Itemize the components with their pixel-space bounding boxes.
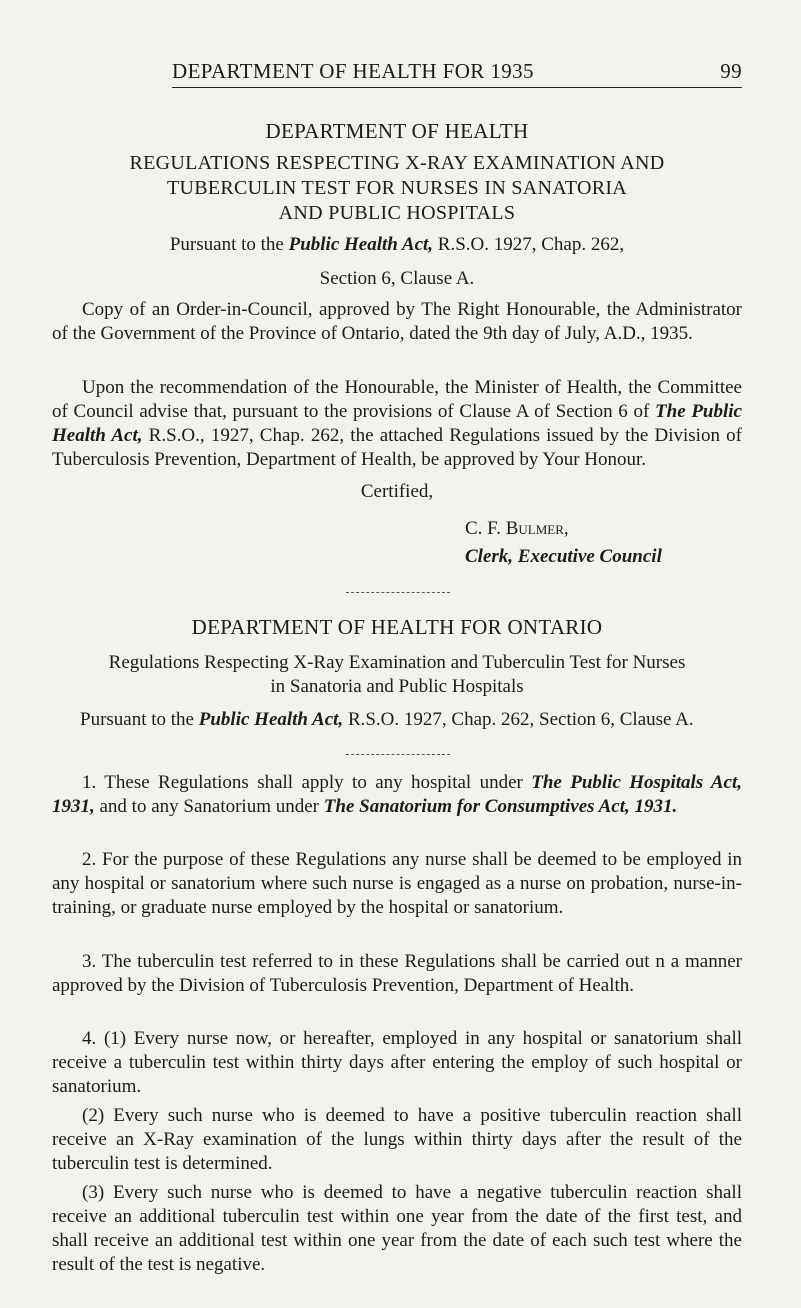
regulation-4-1 [52, 1027, 742, 1099]
regulation-2 [52, 848, 742, 920]
regulation-1-pre: 1. These Regulations shall apply to any hospital under [82, 772, 532, 793]
running-head [172, 58, 742, 88]
regulation-4-3-text: (3) Every such nurse who is deemed to have a negative tuberculin reaction shall receive an additional tuberculin test within one year from the date of the first test, and shall receive an additional test within one year from the date of each such test where the result of the test is negative. [52, 1182, 742, 1275]
act-name: The Public Health Act, [52, 401, 742, 446]
pursuant-pre: Pursuant to the [169, 234, 289, 255]
act-name: The Sanatorium for Consumptives Act, 1931. [323, 796, 678, 817]
regulation-4-3 [52, 1181, 742, 1277]
pursuant-post: R.S.O. 1927, Chap. 262, Section 6, Clause A. [343, 709, 694, 730]
ontario-subtitle [52, 651, 742, 699]
certified-label: Certified, [360, 481, 434, 502]
section-divider [346, 592, 450, 593]
subtitle-line: Regulations Respecting X-Ray Examination and Tuberculin Test for Nurses [108, 652, 686, 673]
pursuant-statement [52, 233, 742, 291]
regulations-title-line: TUBERCULIN TEST FOR NURSES IN SANATORIA [166, 177, 628, 199]
act-name: Public Health Act, [198, 709, 344, 730]
order-in-council-paragraph [52, 298, 742, 346]
running-head-title: DEPARTMENT OF HEALTH FOR 1935 [172, 59, 534, 83]
regulation-1-mid: and to any Sanatorium under [94, 796, 324, 817]
signatory-title [465, 545, 765, 569]
pursuant-pre: Pursuant to the [80, 709, 199, 730]
pursuant-post: R.S.O. 1927, Chap. 262, [433, 234, 625, 255]
section-clause: Section 6, Clause A. [319, 268, 475, 289]
regulation-4-2 [52, 1104, 742, 1176]
signatory-name [465, 517, 765, 541]
regulation-4-2-text: (2) Every such nurse who is deemed to have a positive tuberculin reaction shall receive an X-Ray examination of the lungs within thirty days after the result of the tuberculin test is determined. [52, 1105, 742, 1174]
pursuant-line-2 [80, 708, 760, 732]
ontario-heading: DEPARTMENT OF HEALTH FOR ONTARIO [191, 615, 603, 639]
act-name: The Public Hospitals Act, 1931, [52, 772, 742, 817]
recommendation-paragraph [52, 376, 742, 472]
regulation-1 [52, 771, 742, 819]
recommendation-pre: Upon the recommendation of the Honourable, the Minister of Health, the Committee of Council advise that, pursuant to the provisions of Clause A of Section 6 of [52, 377, 742, 422]
regulation-3 [52, 950, 742, 998]
regulation-1-text [52, 771, 742, 819]
page-number: 99 [720, 59, 742, 83]
regulations-title-line: REGULATIONS RESPECTING X-RAY EXAMINATION AND [129, 152, 665, 174]
regulations-title-line: AND PUBLIC HOSPITALS [278, 202, 516, 224]
regulation-4-1-text: 4. (1) Every nurse now, or hereafter, employed in any hospital or sanatorium shall receive a tuberculin test within thirty days after entering the employ of such hospital or sanatorium. [52, 1028, 742, 1097]
recommendation-post: R.S.O., 1927, Chap. 262, the attached Regulations issued by the Division of Tuberculosis Prevention, Department of Health, be approved by Your Honour. [52, 425, 742, 470]
pursuant-line [52, 233, 742, 257]
subtitle-line: in Sanatoria and Public Hospitals [270, 676, 524, 697]
regulations-title [52, 151, 742, 226]
pursuant-statement-2 [80, 708, 760, 732]
section-divider [346, 754, 450, 755]
signatory-name-text: C. F. Bulmer, [465, 518, 569, 539]
department-heading: DEPARTMENT OF HEALTH [265, 119, 529, 143]
regulation-3-text: 3. The tuberculin test referred to in these Regulations shall be carried out n a manner approved by the Division of Tuberculosis Prevention, Department of Health. [52, 951, 742, 996]
order-in-council-text: Copy of an Order-in-Council, approved by The Right Honourable, the Administrator of the Government of the Province of Ontario, dated the 9th day of July, A.D., 1935. [52, 299, 742, 344]
recommendation-text [52, 376, 742, 472]
signatory-title-text: Clerk, Executive Council [465, 546, 662, 567]
act-name: Public Health Act, [288, 234, 434, 255]
regulation-2-text: 2. For the purpose of these Regulations any nurse shall be deemed to be employed in any hospital or sanatorium where such nurse is engaged as a nurse on probation, nurse-in-training, or graduate nurse employed by the hospital or sanatorium. [52, 849, 742, 918]
